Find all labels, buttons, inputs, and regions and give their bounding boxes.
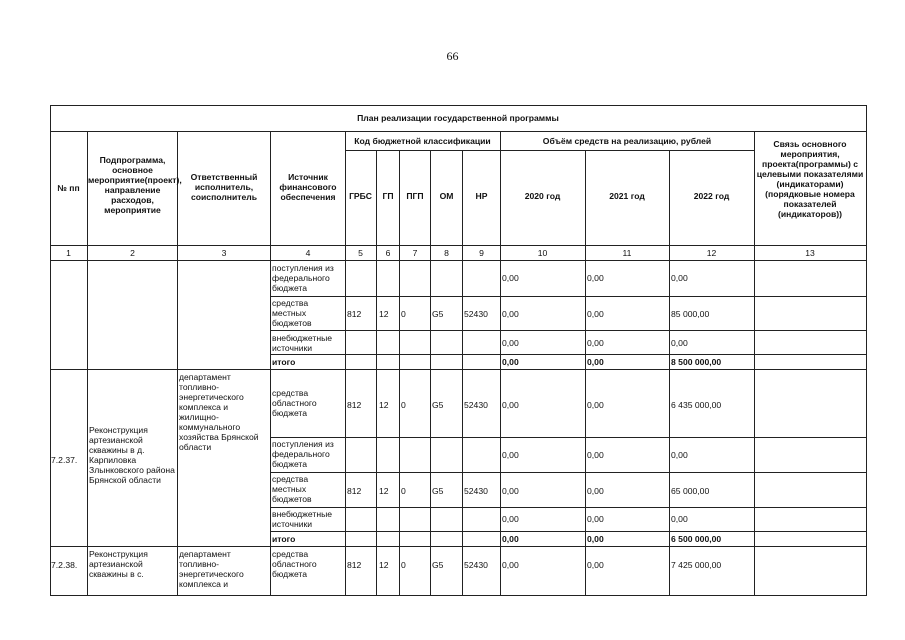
total-2022: 6 500 000,00 — [671, 534, 722, 544]
gp-cell: 12 — [379, 486, 389, 496]
col-number: 1 — [66, 248, 71, 258]
header-num: № пп — [57, 183, 80, 193]
col-number: 2 — [130, 248, 135, 258]
om-cell: G5 — [432, 560, 444, 570]
executor-cell: департамент топливно-энергетического комплекса и жилищно-коммунального хозяйства Брянской области — [179, 372, 259, 452]
value-2021: 0,00 — [587, 514, 604, 524]
col-number: 9 — [479, 248, 484, 258]
value-2022: 0,00 — [671, 514, 688, 524]
col-number: 12 — [706, 248, 717, 258]
col-number: 3 — [221, 248, 227, 258]
header-subprogram: Подпрограмма, основное мероприятие(проект), направление расходов, мероприятие — [88, 155, 182, 215]
source-cell: внебюджетные источники — [272, 509, 333, 529]
value-2022: 0,00 — [671, 450, 688, 460]
value-2020: 0,00 — [502, 338, 519, 348]
grbs-cell: 812 — [347, 486, 362, 496]
total-label: итого — [272, 357, 296, 367]
total-2021: 0,00 — [587, 357, 604, 367]
header-volume: Объём средств на реализацию, рублей — [542, 136, 712, 146]
value-2020: 0,00 — [502, 514, 519, 524]
col-number: 7 — [412, 248, 418, 258]
header-2020: 2020 год — [524, 191, 561, 201]
om-cell: G5 — [432, 400, 444, 410]
om-cell: G5 — [432, 486, 444, 496]
value-2022: 6 435 000,00 — [671, 400, 722, 410]
value-2022: 65 000,00 — [671, 486, 710, 496]
value-2021: 0,00 — [587, 560, 604, 570]
source-cell: средства местных бюджетов — [272, 474, 312, 504]
np-cell: 52430 — [464, 400, 488, 410]
header-source: Источник финансового обеспечения — [279, 172, 337, 202]
value-2022: 85 000,00 — [671, 309, 710, 319]
pgp-cell: 0 — [401, 400, 406, 410]
value-2022: 0,00 — [671, 273, 688, 283]
value-2020: 0,00 — [502, 273, 519, 283]
header-gp: ГП — [382, 191, 394, 201]
header-executor: Ответственный исполнитель, соисполнитель — [190, 172, 258, 202]
pgp-cell: 0 — [401, 486, 406, 496]
gp-cell: 12 — [379, 560, 389, 570]
value-2022: 7 425 000,00 — [671, 560, 722, 570]
source-cell: средства местных бюджетов — [272, 298, 312, 328]
value-2020: 0,00 — [502, 309, 519, 319]
total-2022: 8 500 000,00 — [671, 357, 722, 367]
value-2021: 0,00 — [587, 273, 604, 283]
executor-cell: департамент топливно-энергетического комплекса и — [179, 549, 244, 589]
header-2022: 2022 год — [693, 191, 730, 201]
col-number: 6 — [385, 248, 391, 258]
header-pgp: ПГП — [406, 191, 424, 201]
value-2021: 0,00 — [587, 338, 604, 348]
value-2022: 0,00 — [671, 338, 688, 348]
col-number: 13 — [805, 248, 815, 258]
source-cell: средства областного бюджета — [272, 549, 317, 579]
source-cell: поступления из федерального бюджета — [272, 439, 334, 469]
row-number: 7.2.38. — [51, 560, 78, 570]
pgp-cell: 0 — [401, 560, 406, 570]
pgp-cell: 0 — [401, 309, 406, 319]
total-2020: 0,00 — [502, 357, 519, 367]
header-om: ОМ — [439, 191, 454, 201]
col-number: 11 — [622, 248, 632, 258]
col-number: 8 — [444, 248, 449, 258]
col-number: 10 — [537, 248, 548, 258]
value-2020: 0,00 — [502, 486, 519, 496]
grbs-cell: 812 — [347, 400, 362, 410]
value-2020: 0,00 — [502, 560, 519, 570]
header-grbs: ГРБС — [349, 191, 372, 201]
table-title: План реализации государственной программы — [357, 113, 559, 123]
col-number: 4 — [305, 248, 311, 258]
source-cell: средства областного бюджета — [272, 388, 317, 418]
value-2021: 0,00 — [587, 486, 604, 496]
np-cell: 52430 — [464, 309, 488, 319]
total-2021: 0,00 — [587, 534, 604, 544]
value-2020: 0,00 — [502, 450, 519, 460]
value-2021: 0,00 — [587, 309, 604, 319]
source-cell: внебюджетные источники — [272, 333, 333, 353]
total-label: итого — [272, 534, 296, 544]
header-2021: 2021 год — [609, 191, 645, 201]
header-budget-code: Код бюджетной классификации — [354, 136, 491, 146]
total-2020: 0,00 — [502, 534, 519, 544]
measure-name: Реконструкция артезианской скважины в с. — [89, 549, 148, 579]
om-cell: G5 — [432, 309, 444, 319]
grbs-cell: 812 — [347, 560, 362, 570]
grbs-cell: 812 — [347, 309, 362, 319]
value-2020: 0,00 — [502, 400, 519, 410]
header-link: Связь основного мероприятия, проекта(программы) с целевыми показателями (индикаторами) (порядковые номера показателей (индикаторов)) — [756, 139, 864, 219]
col-number: 5 — [358, 248, 363, 258]
gp-cell: 12 — [379, 400, 389, 410]
page-number: 66 — [446, 49, 459, 63]
np-cell: 52430 — [464, 560, 488, 570]
row-number: 7.2.37. — [51, 455, 78, 465]
header-np: НР — [475, 191, 488, 201]
source-cell: поступления из федерального бюджета — [272, 263, 334, 293]
np-cell: 52430 — [464, 486, 488, 496]
value-2021: 0,00 — [587, 400, 604, 410]
measure-name: Реконструкция артезианской скважины в д. Карпиловка Злынковского района Брянской области — [89, 425, 175, 485]
gp-cell: 12 — [379, 309, 389, 319]
value-2021: 0,00 — [587, 450, 604, 460]
